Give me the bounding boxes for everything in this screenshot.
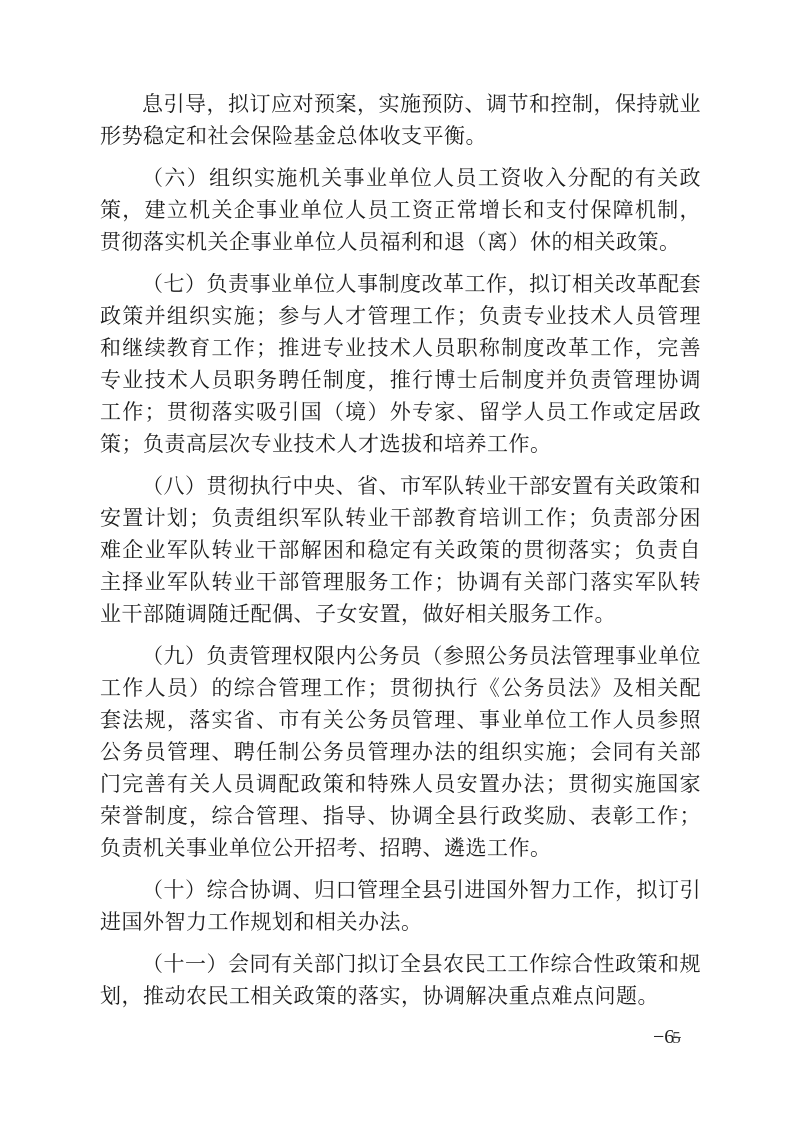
- paragraph-continuation: 息引导，拟订应对预案，实施预防、调节和控制，保持就业形势稳定和社会保险基金总体收支平衡。: [100, 92, 701, 148]
- page-footer: [653, 1026, 681, 1049]
- paragraph-item-10: （十）综合协调、归口管理全县引进国外智力工作，拟订引进国外智力工作规划和相关办法。: [100, 878, 701, 934]
- page-number-struck: 5: [672, 1028, 681, 1047]
- page-number: −6: [653, 1026, 675, 1048]
- paragraph-item-11: （十一）会同有关部门拟订全县农民工工作综合性政策和规划，推动农民工相关政策的落实，协调解决重点难点问题。: [100, 952, 701, 1008]
- paragraph-item-6: （六）组织实施机关事业单位人员工资收入分配的有关政策，建立机关企事业单位人员工资正常增长和支付保障机制，贯彻落实机关企事业单位人员福利和退（离）休的相关政策。: [100, 166, 701, 254]
- paragraph-item-8: （八）贯彻执行中央、省、市军队转业干部安置有关政策和安置计划；负责组织军队转业干部教育培训工作；负责部分困难企业军队转业干部解困和稳定有关政策的贯彻落实；负责自主择业军队转业干部管理服务工作；协调有关部门落实军队转业干部随调随迁配偶、子女安置，做好相关服务工作。: [100, 474, 701, 626]
- paragraph-item-9: （九）负责管理权限内公务员（参照公务员法管理事业单位工作人员）的综合管理工作；贯彻执行《公务员法》及相关配套法规，落实省、市有关公务员管理、事业单位工作人员参照公务员管理、聘任制公务员管理办法的组织实施；会同有关部门完善有关人员调配政策和特殊人员安置办法；贯彻实施国家荣誉制度，综合管理、指导、协调全县行政奖励、表彰工作；负责机关事业单位公开招考、招聘、遴选工作。: [100, 644, 701, 860]
- paragraph-item-7: （七）负责事业单位人事制度改革工作，拟订相关改革配套政策并组织实施；参与人才管理工作；负责专业技术人员管理和继续教育工作；推进专业技术人员职称制度改革工作，完善专业技术人员职务聘任制度，推行博士后制度并负责管理协调工作；贯彻落实吸引国（境）外专家、留学人员工作或定居政策；负责高层次专业技术人才选拔和培养工作。: [100, 272, 701, 456]
- document-body: [100, 88, 701, 1012]
